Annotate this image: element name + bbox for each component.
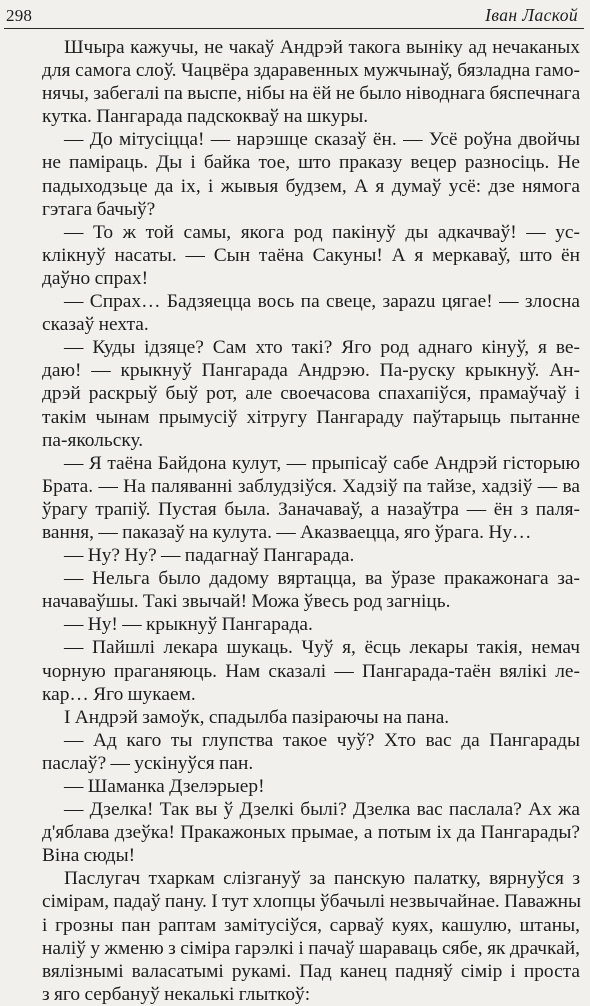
text-line: чорную праганяюць. Нам сказалі — Пангарада-таён вялікі ле- — [42, 660, 580, 682]
text-line: з яго сербануў некалькі глыткоў: — [42, 983, 311, 1005]
text-line: даўно спрах! — [42, 267, 149, 289]
text-line: вялізнымі валасатымі рукамі. Пад канец падняў сімір і проста — [42, 960, 580, 982]
page-header — [0, 0, 590, 34]
text-line: начаваўшы. Такі звычай! Можа ўвесь род загніць. — [42, 591, 451, 613]
text-line: ўрагу трапіў. Пустая была. Заначаваў, а назаўтра — ён з паля- — [42, 498, 580, 520]
text-line: нячы, забегалі па выспе, нібы на ёй не было ніводнага бяспечнага — [42, 83, 581, 105]
text-line: сімірам, падаў пану. І тут хлопцы ўбачылі незвычайнае. Паважны — [42, 891, 582, 913]
text-line: кар… Яго шукаем. — [42, 683, 196, 705]
text-line: Брата. — На паляванні заблудзіўся. Хадзіў па тайзе, хадзіў — ва — [42, 475, 580, 497]
text-line: па-якольску. — [42, 429, 144, 451]
text-line: наліў у жменю з сіміра гарэлкі і пачаў шараваць сябе, як драчкай, — [42, 937, 580, 959]
text-line: Віна сюды! — [42, 845, 136, 867]
text-line: такім чынам прымусіў хітругу Пангараду паўтарыць пытанне — [42, 406, 580, 428]
text-line: — Спрах… Бадзяецца вось па свеце, зарazu цягае! — злосна — [64, 291, 580, 313]
text-line: — До мітусіцца! — нарэшце сказаў ён. — Усё роўна двойчы — [64, 129, 580, 151]
text-line: вання, — паказаў на кулута. — Аказваецца, яго ўрага. Ну… — [42, 521, 532, 543]
text-line: дрэй раскрыў быў рот, але своечасова спахапіўся, прамаўчаў і — [42, 383, 580, 405]
text-line: — Ну? Ну? — падагнаў Пангарада. — [64, 545, 355, 567]
text-line: — Дзелка! Так вы ў Дзелкі былі? Дзелка вас паслала? Ах жа — [64, 799, 580, 821]
text-line: д'яблава дзеўка! Пракажоных прымае, а потым іх да Пангарады? — [42, 822, 580, 844]
text-line: — То ж той самы, якога род пакінуў ды адкачваў! — ус- — [64, 221, 580, 243]
text-line: падыходзьце да іх, і жывыя будзем, А я думаў усё: дзе нямога — [42, 175, 580, 197]
text-line: — Куды ідзяце? Сам хто такі? Яго род аднаго кінуў, я ве- — [64, 337, 580, 359]
text-line: кутка. Пангарада падскокваў на шкуры. — [42, 106, 369, 128]
text-line: — Нельга было дадому вяртацца, ва ўразе пракажонага за- — [64, 568, 580, 590]
text-line: гэтага бачыў? — [42, 198, 156, 220]
text-line: паслаў? — ускінуўся пан. — [42, 752, 254, 774]
text-line: І Андрэй замоўк, спадылба пазіраючы на пана. — [64, 706, 450, 728]
text-line: і грозны пан раптам замітусіўся, сарваў куях, кашулю, штаны, — [42, 914, 580, 936]
running-head-author: Іван Лаской — [485, 5, 578, 25]
text-line: Шчыра кажучы, не чакаў Андрэй такога выніку ад нечаканых — [64, 37, 580, 58]
text-line: не паміраць. Ды і байка тое, што праказу вецер разносіць. Не — [42, 152, 580, 174]
text-line: даю! — крыкнуў Пангарада Андрэю. Па-руску крыкнуў. Ан- — [42, 360, 580, 382]
text-line: клікнуў насаты. — Сын таёна Сакуны! А я меркаваў, што ён — [42, 244, 580, 266]
text-line: — Пайшлі лекара шукаць. Чуў я, ёсць лекары такія, немач — [64, 637, 580, 659]
page-number: 298 — [6, 6, 33, 25]
text-line: — Ну! — крыкнуў Пангарада. — [64, 614, 313, 636]
body-text — [42, 36, 580, 1006]
text-line: — Я таёна Байдона кулут, — прыпісаў сабе Андрэй гісторыю — [64, 452, 580, 474]
text-line: — Ад каго ты глупства такое чуў? Хто вас да Пангарады — [64, 729, 580, 751]
text-line: для самога слоў. Чацвёра здаравенных мужчынаў, бязладна гамо- — [42, 60, 580, 82]
header-rule — [4, 28, 584, 29]
text-line: сказаў нехта. — [42, 314, 149, 336]
text-line: Паслугач тхаркам слізгануў за панскую палатку, вярнуўся з — [64, 868, 580, 890]
text-line: — Шаманка Дзелэрыер! — [64, 776, 265, 797]
